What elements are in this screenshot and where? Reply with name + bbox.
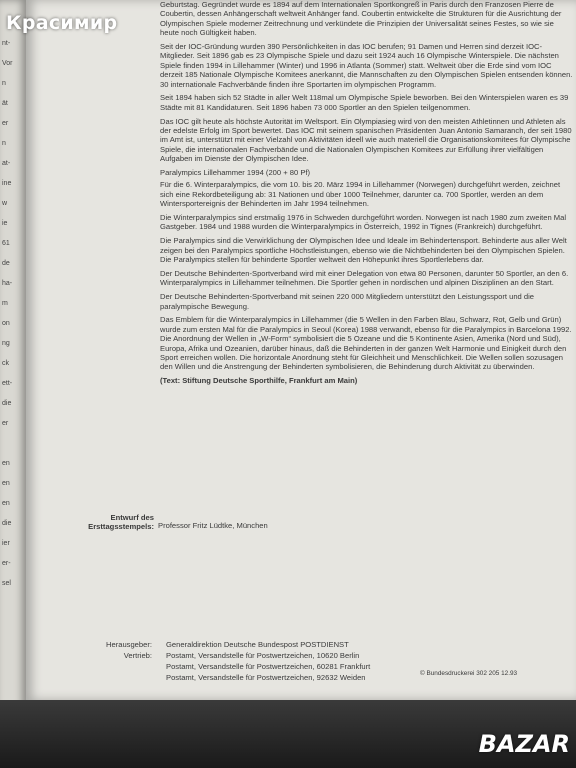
distribution-line: Postamt, Versandstelle für Postwertzeichen, 60281 Frankfurt (166, 662, 371, 671)
left-page-fragment: Vor (2, 60, 13, 67)
distribution-line: Postamt, Versandstelle für Postwertzeichen, 92632 Weiden (166, 673, 366, 682)
paragraph-german-delegation: Der Deutsche Behinderten-Sportverband wird mit einer Delegation von etwa 80 Personen, darunter 50 Sportler, an den 6. Winterparalympics in Lillehammer teilnehmen. Die Sportler gehen in nordischen und alpinen Disziplinen an den Start. (160, 268, 569, 288)
left-page-fragment: at- (2, 160, 11, 167)
left-page-fragment: w (2, 200, 8, 207)
left-page-fragment: ier (2, 540, 10, 547)
left-page-fragment: 61 (2, 240, 10, 247)
left-page-edge (0, 0, 26, 768)
left-page-fragment: er (2, 120, 9, 127)
left-page-fragment: on (2, 320, 10, 327)
left-page-fragment: die (2, 400, 12, 407)
watermark-bottom-right: BAZAR (478, 730, 570, 758)
paragraph-host-cities: Seit 1894 haben sich 52 Städte in aller Welt 118mal um Olympische Spiele beworben. Bei den Winterspielen waren es 39 Städte mit 81 Kandidaturen. Seit 1896 haben 73 000 Sportler an den Spielen teilgenommen. (160, 93, 569, 112)
paragraph-ioc-authority: Das IOC gilt heute als höchste Autorität im Weltsport. Ein Olympiasieg wird von den meisten Athletinnen und Athleten als der edelste Erfolg im Sport bewertet. Das IOC mit seinem spanischen Präsidenten Juan Antonio Samaranch, der seit 1980 im Amt ist, unterstützt mit einer Vielzahl von Aktivitäten ideell wie auch materiell die Organisationskomitees für Olympische Spiele, die internationalen Fachverbände und die Nationalen Olympischen Komitees zur Erfüllung ihrer vielfältigen Aufgaben im Dienste der Olympischen Idee. (160, 116, 572, 164)
distribution-label: Vertrieb: (123, 651, 152, 660)
left-page-fragment: m (2, 300, 8, 307)
printer-imprint: © Bundesdruckerei 302 205 12.93 (420, 670, 518, 677)
stamp-heading: Paralympics Lillehammer 1994 (200 + 80 Pf) (160, 168, 311, 178)
left-page-fragment: ine (2, 180, 12, 187)
document-page (26, 0, 576, 700)
left-page-fragment: ck (2, 360, 9, 367)
left-page-fragment: ett- (2, 380, 13, 387)
left-page-fragment: er- (2, 560, 11, 567)
paragraph-ioc-history: Geburtstag. Gegründet wurde es 1894 auf dem Internationalen Sportkongreß in Paris durch den Franzosen Pierre de Coubertin, dessen Anhängerschaft weltweit Anhänger fand. Coubertin entwickelte die Strukturen für die Ausrichtung der Olympischen Spiele moderner Zeitrechnung und verkündete die Prinzipien der Universalität seines Festes, so wie sie heute noch Gültigkeit haben. (160, 0, 562, 38)
left-page-fragment: n (2, 80, 6, 87)
paragraph-emblem: Das Emblem für die Winterparalympics in Lillehammer (die 5 Wellen in den Farben Blau, Schwarz, Rot, Gelb und Grün) wurde zum ersten Mal für die Paralympics in Seoul (Korea) 1988 verwandt, ebenso für die Paralympics in Barcelona 1992. Die Anordnung der Wellen in „W-Form“ symbolisiert die 5 Ozeane und die 5 Kontinente Asien, Amerika (Nord und Süd), Europa, Afrika und Ozeanien, darüber hinaus, daß die Behinderten in der ganzen Welt Harmonie und Einigkeit durch den Sport erreichen wollen. Die horizontale Anordnung steht für Gleichheit und Menschlichkeit. Die Wellen sollen sozusagen den Willen und die Anstrengung der Behinderten symbolisieren, die Behinderung durch Aktivität zu überwinden. (160, 315, 572, 372)
left-page-fragment: ie (2, 220, 8, 227)
left-page-fragment: en (2, 500, 10, 507)
paragraph-paralympics-history: Die Winterparalympics sind erstmalig 1976 in Schweden durchgeführt worden. Norwegen ist nach 1980 zum zweiten Mal Gastgeber. 1984 und 1988 wurden die Winterparalympics in Österreich, 1992 in Tignes (Frankreich) durchgeführt. (160, 213, 567, 232)
design-value: Professor Fritz Lüdtke, München (158, 521, 268, 530)
paragraph-ioc-members: Seit der IOC-Gründung wurden 390 Persönlichkeiten in das IOC berufen; 91 Damen und Herren sind derzeit IOC-Mitglieder. Seit 1896 gab es 23 Olympische Spiele und dazu seit 1924 auch 16 Olympische Winterspiele. Die nächsten Spiele finden 1994 in Lillehammer (Winter) und 1996 in Atlanta (Sommer) statt. Weltweit über die Erde sind vom IOC derzeit 185 Nationale Olympische Komitees anerkannt, die Mannschaften zu den Olympischen Spielen entsenden können. 30 internationale Fachverbände finden ihre Sportarten im olympischen Programm. (160, 42, 573, 89)
paragraph-federation-members: Der Deutsche Behinderten-Sportverband mit seinen 220 000 Mitgliedern unterstützt den Leistungssport und die paralympische Bewegung. (160, 292, 535, 311)
design-label-line1: Entwurf des (110, 513, 154, 522)
text-credit: (Text: Stiftung Deutsche Sporthilfe, Frankfurt am Main) (160, 376, 358, 386)
left-page-fragment: die (2, 520, 12, 527)
paragraph-paralympic-ideals: Die Paralympics sind die Verwirklichung der Olympischen Idee und Ideale im Behindertensport. Behinderte aus aller Welt zeigen bei den Paralympics sportliche Höchstleistungen, ebenso wie die Nichtbehinderten bei den Olympischen Spielen. Die Paralympics stellen für behinderte Sportler weltweit den Höhepunkt ihres Sportlerlebens dar. (160, 236, 567, 265)
left-page-fragment: nt- (2, 40, 11, 47)
left-page-fragment: ät (2, 100, 8, 107)
left-page-fragment: en (2, 460, 10, 467)
left-page-fragment: ng (2, 340, 10, 347)
paragraph-winter-paralympics: Für die 6. Winterparalympics, die vom 10. bis 20. März 1994 in Lillehammer (Norwegen) durchgeführt werden, zeichnet sich eine Rekordbeteiligung ab: 31 Nationen und über 1000 Teilnehmer, darunter ca. 700 Sportler, werden an dem Wintersportereignis der Behinderten im Jahr 1994 teilnehmen. (160, 180, 561, 209)
publisher-value: Generaldirektion Deutsche Bundespost POSTDIENST (166, 640, 349, 649)
watermark-top-left: Красимир (6, 12, 118, 34)
left-page-fragment: en (2, 480, 10, 487)
left-page-fragment: er (2, 420, 9, 427)
publisher-label: Herausgeber: (105, 640, 152, 649)
left-page-fragment: ha- (2, 280, 13, 287)
article-body (160, 0, 574, 390)
distribution-line: Postamt, Versandstelle für Postwertzeichen, 10620 Berlin (166, 651, 360, 660)
left-page-fragment: de (2, 260, 10, 267)
left-page-fragment: sel (2, 580, 11, 587)
design-label-line2: Ersttagsstempels: (88, 522, 154, 531)
left-page-fragment: n (2, 140, 6, 147)
